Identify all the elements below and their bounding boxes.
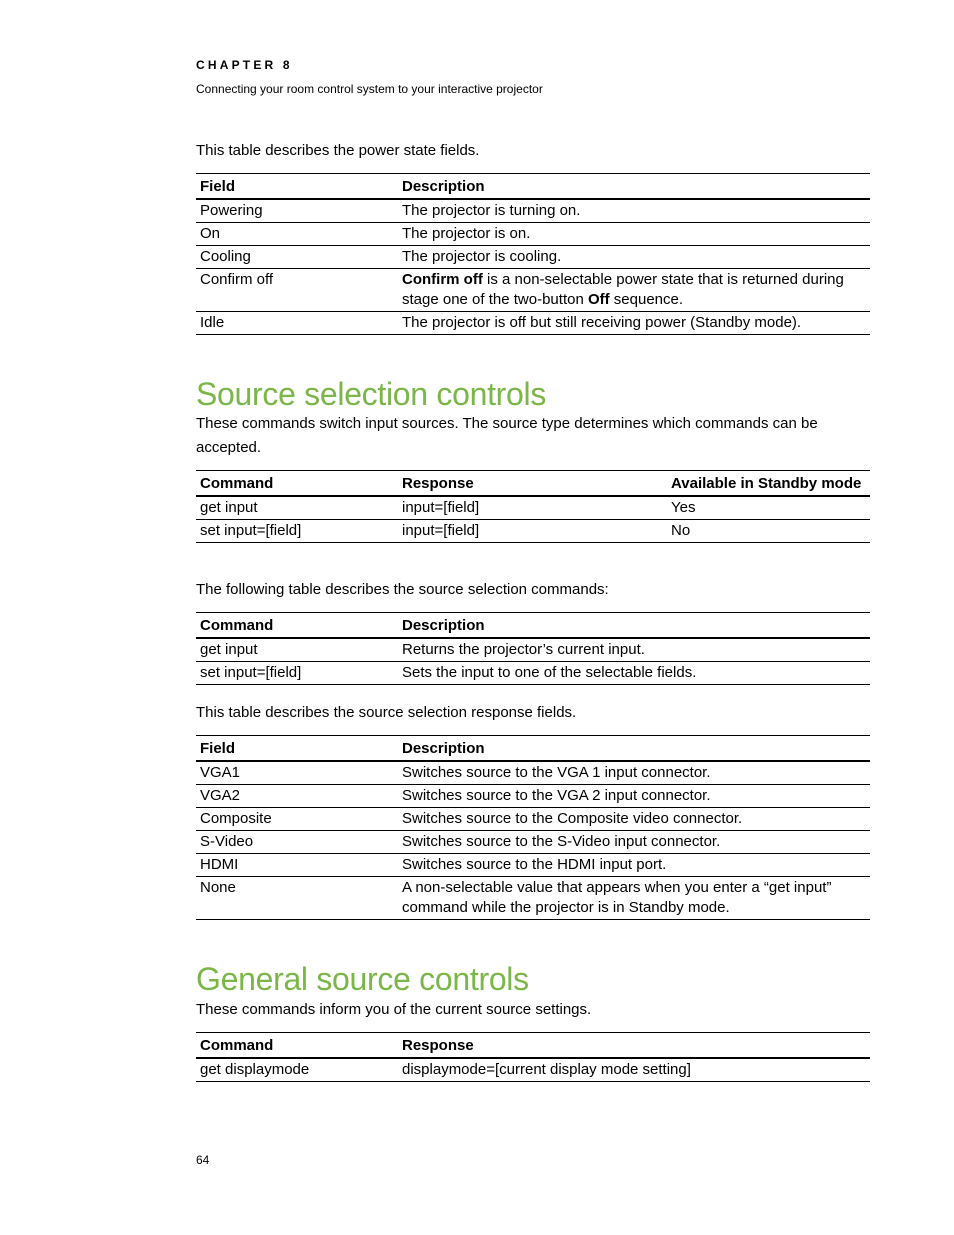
table-cell: Returns the projector’s current input. <box>398 638 870 662</box>
table-row <box>196 854 870 877</box>
power-table-intro: This table describes the power state fields. <box>196 142 480 159</box>
table-cell: Switches source to the VGA 2 input connector. <box>398 785 870 808</box>
table-cell: Confirm off <box>196 269 398 312</box>
column-header: Available in Standby mode <box>667 471 870 497</box>
table-row <box>196 246 870 269</box>
table-cell: input=[field] <box>398 496 667 520</box>
source-fields-intro: This table describes the source selection response fields. <box>196 704 577 721</box>
table-row <box>196 877 870 920</box>
table-row <box>196 199 870 223</box>
table-cell: get displaymode <box>196 1058 398 1082</box>
table-cell: S-Video <box>196 831 398 854</box>
table-row <box>196 662 870 685</box>
table-row <box>196 269 870 312</box>
table-header-row <box>196 471 870 497</box>
source-fields-table <box>196 735 870 920</box>
section-heading-source-selection: Source selection controls <box>196 376 547 412</box>
column-header: Description <box>398 174 870 200</box>
source-selection-intro: These commands switch input sources. The source type determines which commands can be accepted. <box>196 415 818 456</box>
general-source-table <box>196 1032 870 1082</box>
table-cell: Sets the input to one of the selectable fields. <box>398 662 870 685</box>
table-cell: get input <box>196 638 398 662</box>
table-header-row <box>196 736 870 762</box>
column-header: Description <box>398 736 870 762</box>
table-cell-confirm-off-description <box>398 269 870 312</box>
table-row <box>196 785 870 808</box>
chapter-title: Connecting your room control system to your interactive projector <box>196 82 543 96</box>
table-header-row <box>196 1033 870 1059</box>
table-cell: Switches source to the VGA 1 input connector. <box>398 761 870 785</box>
source-selection-commands-table <box>196 470 870 543</box>
column-header: Description <box>398 613 870 639</box>
table-header-row <box>196 613 870 639</box>
column-header: Command <box>196 613 398 639</box>
table-cell: Yes <box>667 496 870 520</box>
table-cell: set input=[field] <box>196 520 398 543</box>
page-number: 64 <box>196 1153 210 1167</box>
table-cell: Switches source to the S-Video input connector. <box>398 831 870 854</box>
table-row <box>196 312 870 335</box>
table-cell: set input=[field] <box>196 662 398 685</box>
table-cell: input=[field] <box>398 520 667 543</box>
general-source-intro: These commands inform you of the current source settings. <box>196 1001 592 1018</box>
table-cell: Switches source to the HDMI input port. <box>398 854 870 877</box>
table-row <box>196 496 870 520</box>
table-cell: Composite <box>196 808 398 831</box>
table-cell: get input <box>196 496 398 520</box>
table-cell: VGA1 <box>196 761 398 785</box>
description-text: sequence. <box>609 291 684 308</box>
bold-term: Confirm off <box>402 271 483 288</box>
table-header-row <box>196 174 870 200</box>
table-cell: Cooling <box>196 246 398 269</box>
table-cell: A non-selectable value that appears when you enter a “get input” command while the projector is in Standby mode. <box>398 877 870 920</box>
column-header: Field <box>196 736 398 762</box>
table-row <box>196 223 870 246</box>
description-text: is a non-selectable power state that is returned during stage one of the two-button <box>402 271 844 308</box>
table-cell: None <box>196 877 398 920</box>
power-state-table <box>196 173 870 335</box>
table-row <box>196 761 870 785</box>
table-row <box>196 638 870 662</box>
chapter-label: CHAPTER 8 <box>196 58 293 72</box>
section-heading-general-source: General source controls <box>196 961 529 997</box>
table-row <box>196 520 870 543</box>
table-cell: The projector is on. <box>398 223 870 246</box>
table-cell: Switches source to the Composite video connector. <box>398 808 870 831</box>
table-cell: VGA2 <box>196 785 398 808</box>
table-cell: displaymode=[current display mode setting] <box>398 1058 870 1082</box>
table-cell: HDMI <box>196 854 398 877</box>
bold-term: Off <box>587 291 610 308</box>
table-cell: No <box>667 520 870 543</box>
column-header: Command <box>196 1033 398 1059</box>
table-row <box>196 808 870 831</box>
column-header: Response <box>398 471 667 497</box>
source-selection-description-table <box>196 612 870 685</box>
table-row <box>196 1058 870 1082</box>
source-selection-desc-intro: The following table describes the source selection commands: <box>196 581 609 598</box>
table-row <box>196 831 870 854</box>
column-header: Response <box>398 1033 870 1059</box>
table-cell: Powering <box>196 199 398 223</box>
table-cell: On <box>196 223 398 246</box>
column-header: Field <box>196 174 398 200</box>
table-cell: Idle <box>196 312 398 335</box>
table-cell: The projector is off but still receiving power (Standby mode). <box>398 312 870 335</box>
table-cell: The projector is turning on. <box>398 199 870 223</box>
table-cell: The projector is cooling. <box>398 246 870 269</box>
column-header: Command <box>196 471 398 497</box>
